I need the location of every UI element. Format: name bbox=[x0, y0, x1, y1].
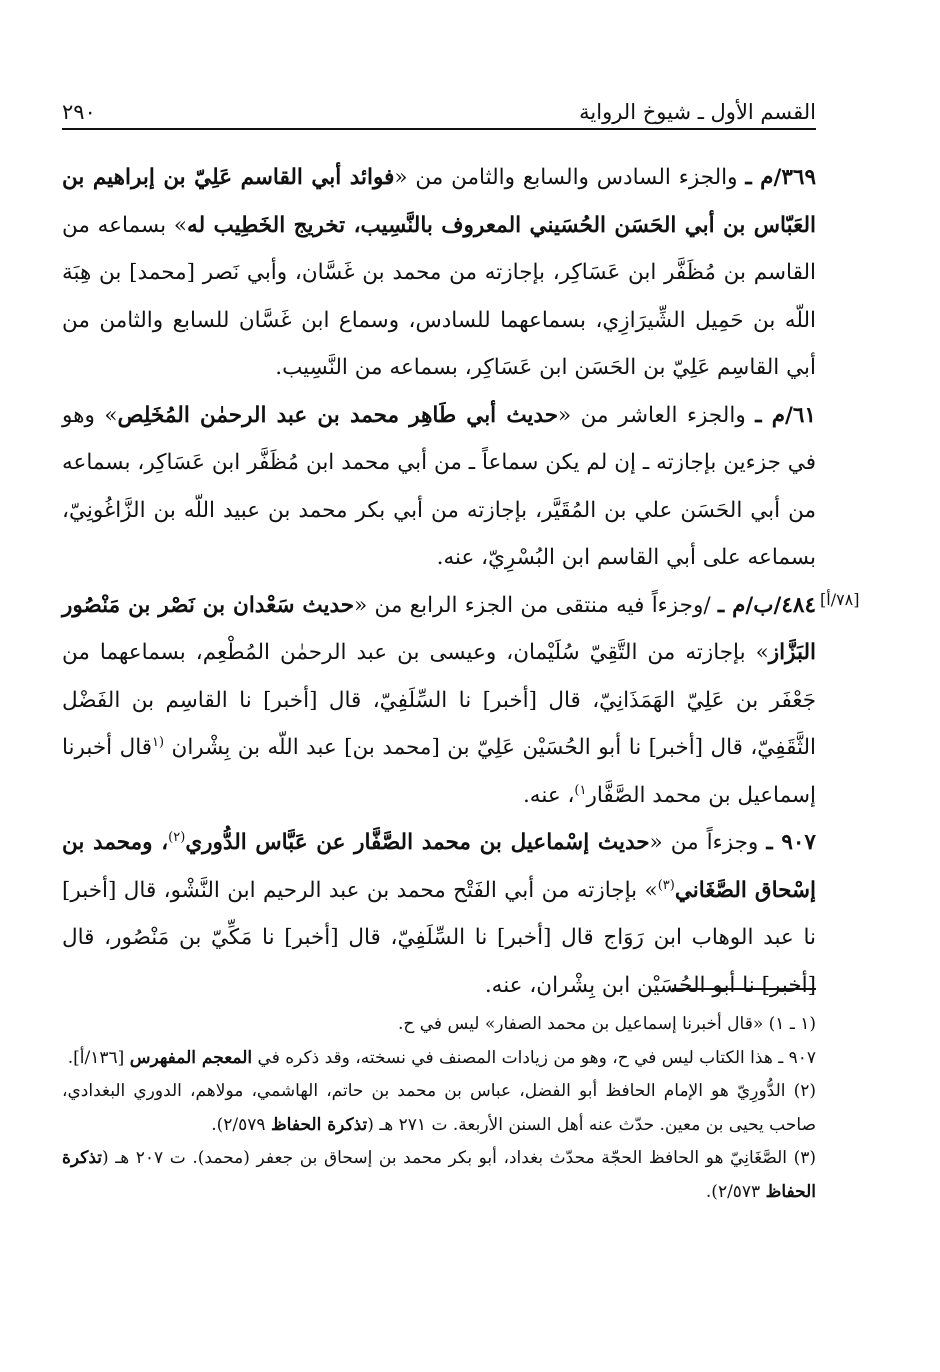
entry-text: قال أخبرنا إسماعيل بن محمد الصَّفَّار bbox=[62, 735, 816, 808]
entry-number: ٩٠٧ ـ bbox=[766, 830, 816, 855]
footnote-ref: ١) bbox=[574, 782, 587, 798]
footnote-ref: (١ bbox=[152, 734, 165, 750]
entry-text: » وهو في جزءين بإجازته ـ إن لم يكن سماعاً ـ من أبي محمد ابن مُظَفَّر ابن عَسَاكِر، بسماعه من أبي الحَسَن علي بن المُقَيَّر، بإجازته من أبي بكر محمد بن عبيد اللّه بن الزَّاغُونِيّ، بسماعه على أبي القاسم ابن البُسْرِيّ، عنه. bbox=[62, 402, 816, 570]
footnote-text: «قال أخبرنا إسماعيل بن محمد الصفار» ليس في ح. bbox=[397, 1014, 769, 1034]
margin-folio-note: [٧٨/أ] bbox=[820, 590, 860, 609]
footnote-source: تذكرة الحفاظ bbox=[62, 1148, 816, 1202]
book-title: حديث أبي طَاهِر محمد بن عبد الرحمٰن المُخَلِص bbox=[117, 402, 558, 428]
footnote bbox=[62, 1008, 816, 1042]
book-title: ، ومحمد بن إسْحاق الصَّغَاني bbox=[62, 830, 816, 903]
entry-text: » بإجازته من التَّقِيّ سُلَيْمان، وعيسى بن عبد الرحمٰن المُطْعِم، بسماعهما من جَعْفَر بن عَلِيّ الهَمَذَانِيّ، قال [أخبر] نا السِّلَفِيّ، قال [أخبر] نا القاسِم بن الفَضْل الثَّقَفِيّ، قال [أخبر] نا أبو الحُسَيْن عَلِيّ بن [محمد بن] عبد اللّه بن بِشْران bbox=[62, 640, 816, 760]
footnote-rule bbox=[672, 988, 816, 990]
entry-484 bbox=[62, 582, 816, 820]
footnote-text: هذا الكتاب ليس في ح، وهو من زيادات المصنف في نسخته، وقد ذكره في bbox=[252, 1047, 779, 1068]
footnote-mark: (٢) bbox=[793, 1081, 816, 1101]
entry-number: ٦١/م ـ bbox=[755, 402, 816, 428]
footnote-mark: ٩٠٧ ـ bbox=[778, 1047, 816, 1068]
footnote-text: ٢/٥٧٣). bbox=[705, 1181, 766, 1202]
entry-369 bbox=[62, 154, 816, 392]
entry-number: ٤٨٤/ب/م ـ bbox=[717, 592, 817, 618]
footnote-ref: (٢) bbox=[168, 829, 186, 845]
book-title: حديث إسْماعيل بن محمد الصَّفَّار عن عَبَّاس الدُّوري bbox=[185, 830, 650, 855]
page-header bbox=[62, 84, 816, 124]
footnote-text: [١٣٦/أ]. bbox=[67, 1047, 130, 1068]
footnote bbox=[62, 1142, 816, 1209]
entry-text: ، عنه. bbox=[522, 782, 575, 808]
footnote-mark: (١ ـ ١) bbox=[768, 1014, 816, 1034]
footnote-mark: (٣) bbox=[793, 1148, 816, 1168]
page-number: ٢٩٠ bbox=[62, 100, 96, 124]
entry-text: وجزءاً من « bbox=[649, 830, 767, 855]
footnote-text: الدُّورِيّ هو الإمام الحافظ أبو الفضل، عباس بن محمد بن حاتم، الهاشمي، مولاهم، الدوري البغدادي، صاحب يحيى بن معين. حدّث عنه أهل السنن الأربعة. ت ٢٧١ هـ ( bbox=[62, 1081, 816, 1135]
entry-text: والجزء العاشر من « bbox=[558, 402, 756, 428]
entry-907 bbox=[62, 819, 816, 1009]
entry-text: » بإجازته من أبي الفَتْح محمد بن عبد الرحيم ابن النَّشْو، قال [أخبر] نا عبد الوهاب ابن رَوَاج قال [أخبر] نا السِّلَفِيّ، قال [أخبر] نا مَكِّيّ بن مَنْصُور، قال [أخبر] نا أبو الحُسَيْن ابن بِشْران، عنه. bbox=[62, 877, 816, 998]
footnote-source: المعجم المفهرس bbox=[129, 1047, 253, 1068]
entry-text: » بسماعه من القاسم بن مُظَفَّر ابن عَسَاكِر، بإجازته من محمد بن غَسَّان، وأبي نَصر [محمد] بن هِبَة اللّه بن حَمِيل الشِّيرَازِي، بسماعهما للسادس، وسماع ابن غَسَّان للسابع والثامن من أبي القاسِم عَلِيّ بن الحَسَن ابن عَسَاكِر، بسماعه من النَّسِيب. bbox=[62, 212, 816, 380]
book-title: فوائد أبي القاسم عَلِيّ بن إبراهيم بن العَبّاس بن أبي الحَسَن الحُسَيني المعروف بالنَّسِيب، تخريج الخَطِيب له bbox=[62, 165, 816, 238]
entry-61 bbox=[62, 392, 816, 582]
entry-text: /وجزءاً فيه منتقى من الجزء الرابع من « bbox=[354, 592, 718, 618]
running-title: القسم الأول ـ شيوخ الرواية bbox=[579, 100, 816, 124]
main-text bbox=[62, 154, 816, 1009]
footnote-source: تذكرة الحفاظ bbox=[270, 1114, 368, 1135]
entry-text: والجزء السادس والسابع والثامن من « bbox=[394, 165, 746, 190]
footnote bbox=[62, 1042, 816, 1076]
footnotes bbox=[62, 1008, 816, 1209]
footnote-text: ٢/٥٧٩). bbox=[211, 1114, 271, 1135]
header-rule bbox=[62, 128, 816, 130]
entry-number: ٣٦٩/م ـ bbox=[745, 165, 816, 190]
footnote-ref: (٣) bbox=[657, 877, 675, 893]
footnote bbox=[62, 1075, 816, 1142]
book-title: حديث سَعْدان بن نَصْر بن مَنْصُور البَزَّاز bbox=[62, 592, 816, 665]
footnote-text: الصَّغَانِيّ هو الحافظ الحجّة محدّث بغداد، أبو بكر محمد بن إسحاق بن جعفر (محمد). ت ٢٠٧ هـ ( bbox=[102, 1148, 794, 1168]
